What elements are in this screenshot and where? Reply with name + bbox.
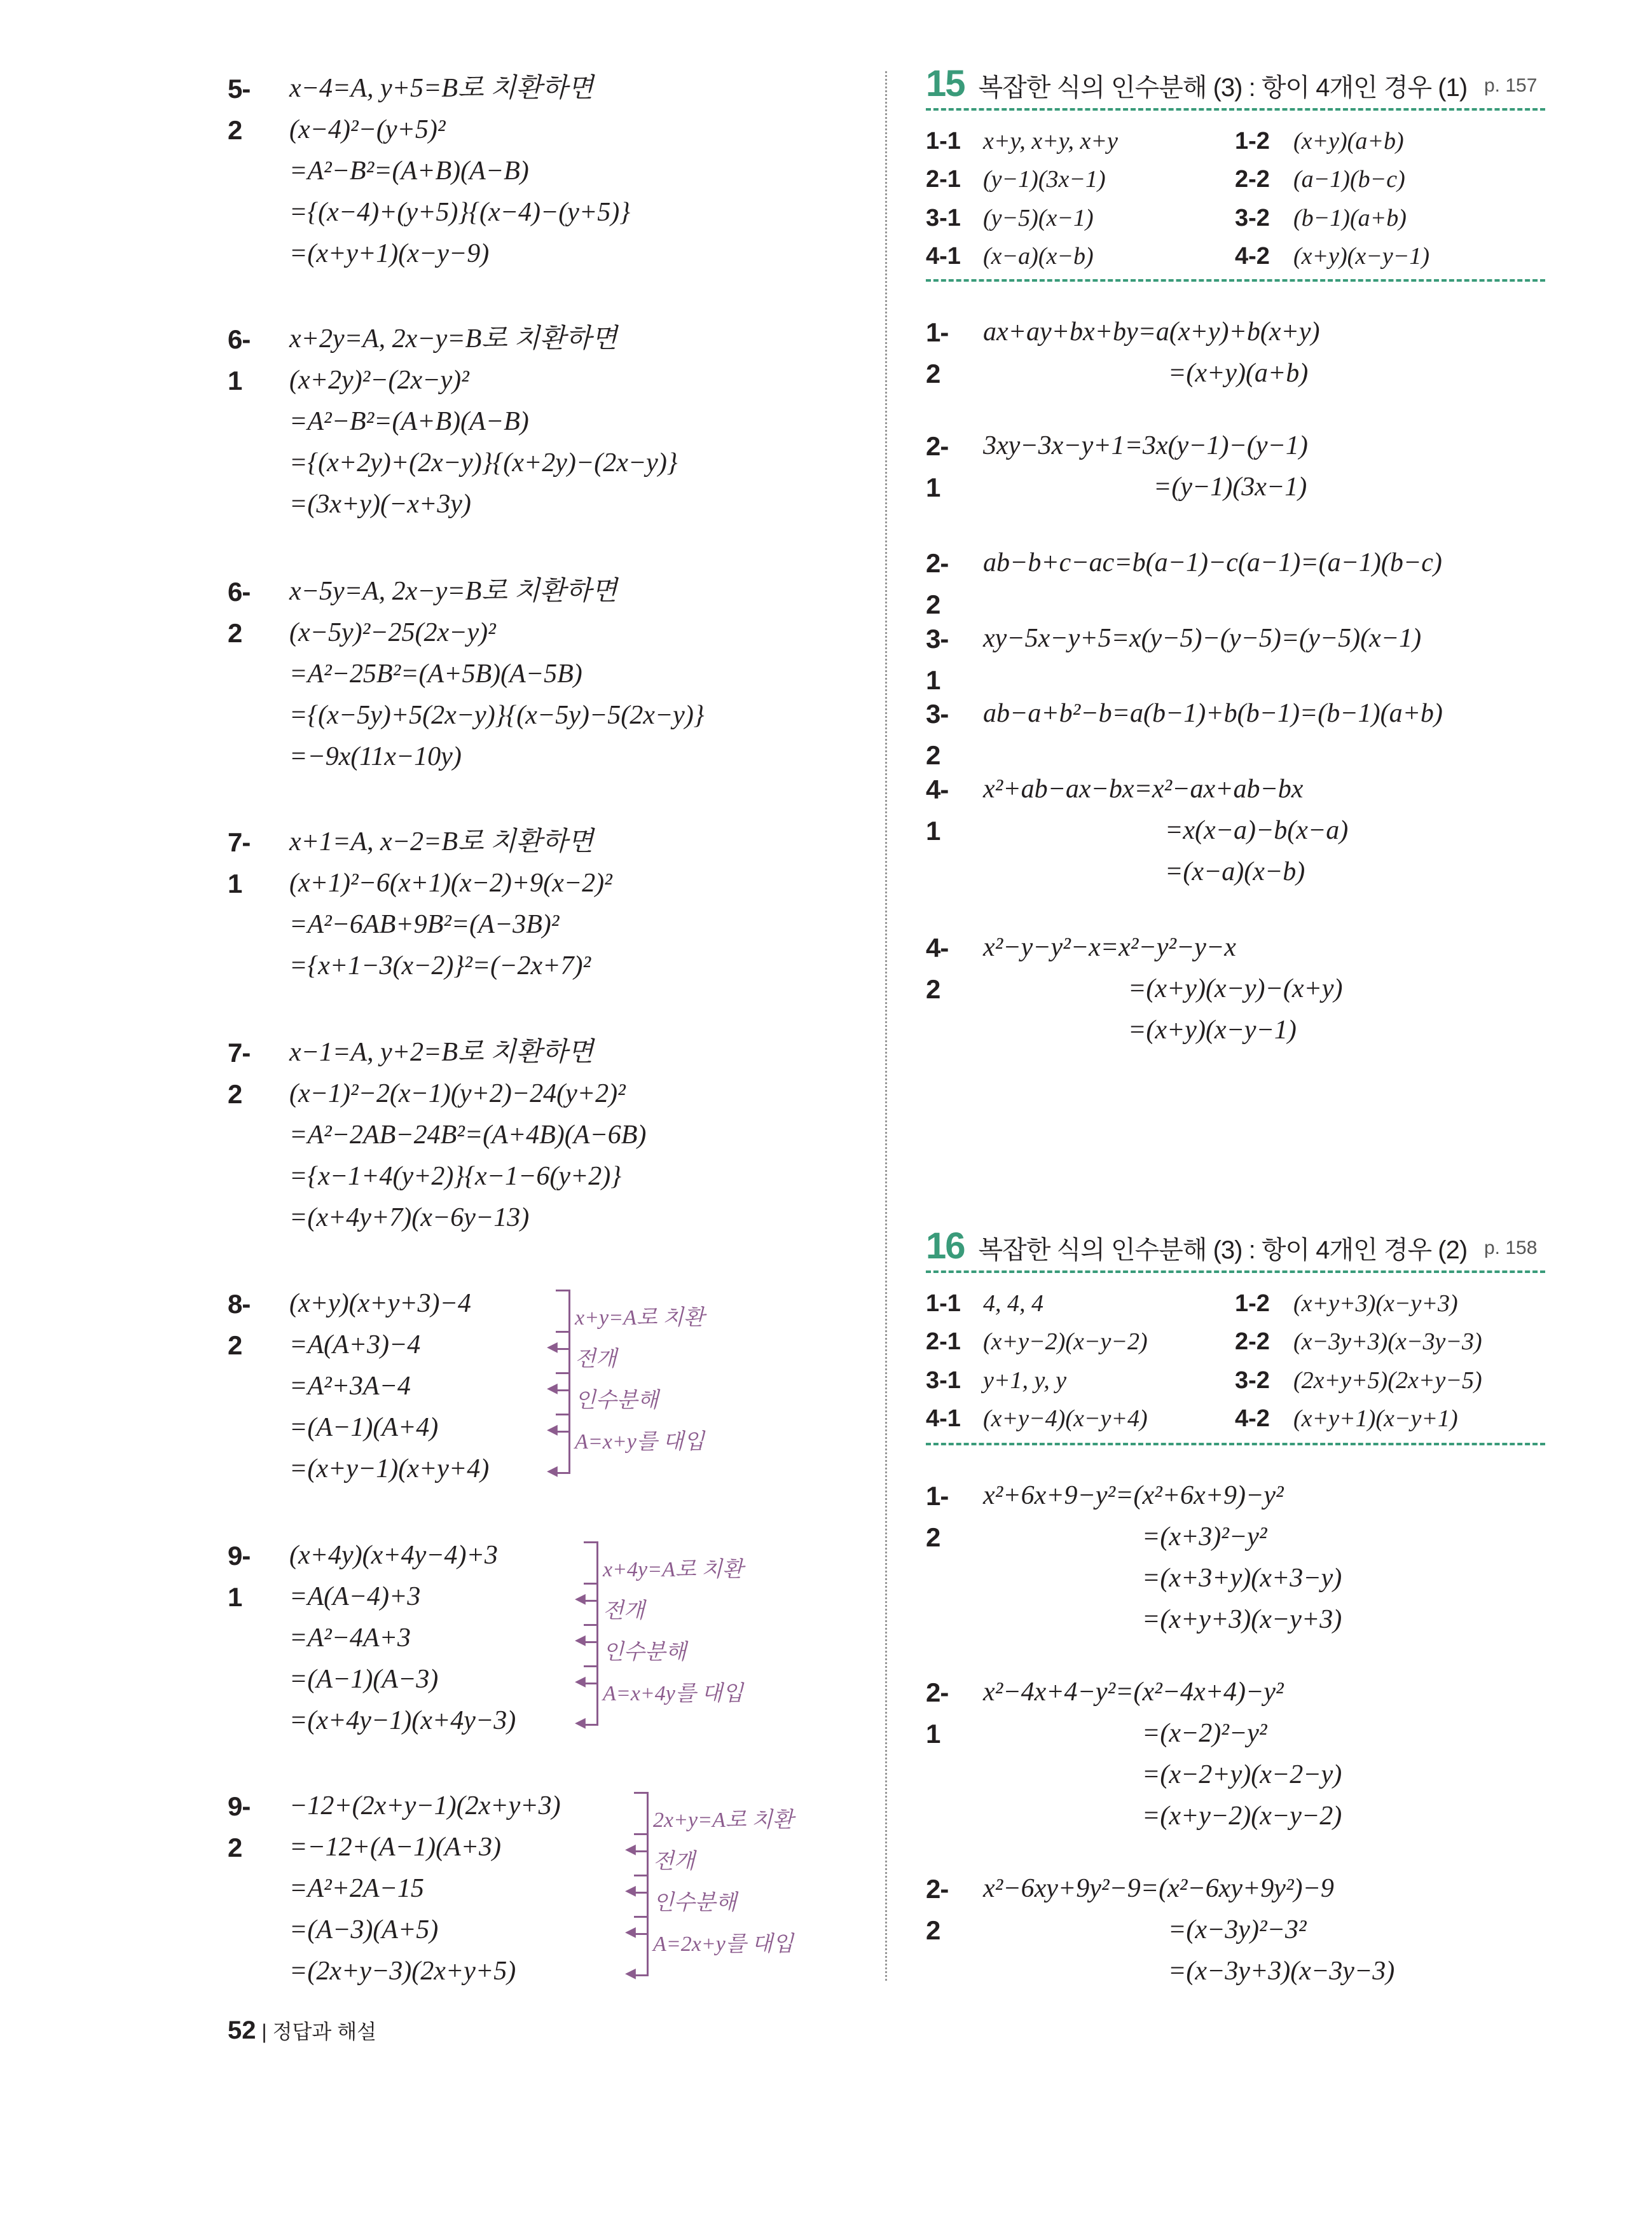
solution-line: ab−a+b²−b=a(b−1)+b(b−1)=(b−1)(a+b) [983, 699, 1443, 728]
answer-value: (x+y−2)(x−y−2) [983, 1328, 1148, 1355]
solution-line: ={(x−4)+(y+5)}{(x−4)−(y+5)} [289, 198, 631, 227]
problem-label: 2-1 [926, 431, 949, 502]
annotation-note: A=x+4y를 대입 [603, 1681, 743, 1705]
solution-line: =A²+2A−15 [289, 1874, 424, 1903]
annotation-note: 전개 [603, 1599, 645, 1623]
annotation-note: A=2x+y를 대입 [653, 1932, 794, 1956]
arrow-left-icon: ◀ [625, 1924, 636, 1939]
problem-label: 7-1 [228, 827, 251, 898]
solution-line: x²+6x+9−y²=(x²+6x+9)−y² [983, 1481, 1284, 1510]
problem-label: 1-2 [926, 1481, 949, 1552]
answer-label: 4-1 [926, 243, 961, 270]
page-footer [228, 2016, 376, 2045]
solution-line: =−12+(A−1)(A+3) [289, 1833, 501, 1862]
solution-line: =A(A+3)−4 [289, 1330, 421, 1359]
section-number: 15 [926, 63, 965, 104]
annotation-note: 인수분해 [575, 1388, 659, 1412]
section-15-header [926, 62, 1467, 105]
answer-label: 2-1 [926, 166, 961, 193]
answer-label: 3-2 [1235, 1367, 1270, 1394]
solution-line: =A²−B²=(A+B)(A−B) [289, 407, 529, 436]
solution-line: x+1=A, x−2=B로 치환하면 [289, 827, 594, 857]
answer-row [0, 1400, 1652, 1438]
answer-label: 3-1 [926, 205, 961, 231]
answer-row [0, 122, 1652, 160]
solution-line: 3xy−3x−y+1=3x(y−1)−(y−1) [983, 431, 1308, 460]
answer-label: 2-2 [1235, 166, 1270, 193]
annotation-note: 전개 [575, 1347, 617, 1371]
answer-value: (x+y)(x−y−1) [1293, 243, 1430, 270]
annotation-note: A=x+y를 대입 [575, 1429, 705, 1454]
answer-row [0, 1361, 1652, 1400]
answer-value: (y−5)(x−1) [983, 205, 1094, 231]
annotation-note: 인수분해 [603, 1640, 687, 1664]
arrow-left-icon: ◀ [547, 1380, 558, 1396]
answer-label: 4-1 [926, 1405, 961, 1432]
divider [926, 1443, 1545, 1445]
problem-label: 2-1 [926, 1677, 949, 1749]
solution-line: =A²−25B²=(A+5B)(A−5B) [289, 659, 582, 689]
solution-line: (x+4y)(x+4y−4)+3 [289, 1541, 498, 1570]
solution-body [983, 1475, 1342, 1641]
answer-value: (2x+y+5)(2x+y−5) [1293, 1367, 1482, 1394]
problem-label: 6-2 [228, 577, 251, 648]
answer-value: (x+y)(a+b) [1293, 128, 1404, 155]
answer-row [0, 1284, 1652, 1323]
solution-line: ={(x−5y)+5(2x−y)}{(x−5y)−5(2x−y)} [289, 701, 705, 730]
solution-line: (x−5y)²−25(2x−y)² [289, 618, 496, 647]
answer-value: (x+y+3)(x−y+3) [1293, 1290, 1458, 1317]
arrow-left-icon: ◀ [625, 1965, 636, 1981]
solution-line: ={x+1−3(x−2)}²=(−2x+7)² [289, 951, 591, 981]
problem-label: 1-2 [926, 317, 949, 389]
solution-line: =(2x+y−3)(2x+y+5) [289, 1957, 516, 1986]
problem-label: 2-2 [926, 548, 949, 619]
solution-line: −12+(2x+y−1)(2x+y+3) [289, 1791, 561, 1820]
solution-body [983, 769, 1348, 893]
arrow-left-icon: ◀ [547, 1421, 558, 1437]
problem-label: 4-1 [926, 774, 949, 846]
annotation-note: x+y=A로 치환 [575, 1305, 705, 1330]
divider [926, 279, 1545, 282]
problem-label: 7-2 [228, 1038, 251, 1109]
solution-line: =(x−3y+3)(x−3y−3) [1168, 1957, 1395, 1986]
section-title: 복잡한 식의 인수분해 (3) : 항이 4개인 경우 (1) [978, 74, 1468, 102]
solution-body [289, 1032, 646, 1239]
solution-line: =(x+3+y)(x+3−y) [1142, 1564, 1342, 1593]
solution-line: x²+ab−ax−bx=x²−ax+ab−bx [983, 774, 1304, 804]
solution-line: =(x+4y+7)(x−6y−13) [289, 1203, 530, 1232]
arrow-left-icon: ◀ [625, 1882, 636, 1898]
solution-line: =(x−a)(x−b) [1165, 857, 1305, 886]
answer-label: 1-1 [926, 128, 961, 155]
section-16-header [926, 1225, 1467, 1267]
answer-row [0, 1323, 1652, 1361]
answer-label: 1-2 [1235, 1290, 1270, 1317]
answer-label: 3-1 [926, 1367, 961, 1394]
answer-value: (x+y−4)(x−y+4) [983, 1405, 1148, 1432]
annotation-bracket [584, 1665, 598, 1726]
solution-line: =(x+y)(x−y−1) [1128, 1015, 1297, 1045]
solution-body [289, 319, 678, 525]
solution-body [983, 312, 1319, 394]
solution-line: (x+y)(x+y+3)−4 [289, 1289, 471, 1318]
solution-line: ={(x+2y)+(2x−y)}{(x+2y)−(2x−y)} [289, 448, 678, 478]
solution-body [983, 1672, 1342, 1837]
answer-row [0, 237, 1652, 275]
solution-body [289, 1786, 561, 1992]
solution-line: =A²−B²=(A+B)(A−B) [289, 156, 529, 186]
solution-line: ab−b+c−ac=b(a−1)−c(a−1)=(a−1)(b−c) [983, 548, 1442, 577]
solution-line: x²−4x+4−y²=(x²−4x+4)−y² [983, 1677, 1284, 1707]
problem-label: 3-2 [926, 699, 949, 770]
answer-value: 4, 4, 4 [983, 1290, 1043, 1317]
book-section: 정답과 해설 [272, 2020, 377, 2043]
solution-line: x−1=A, y+2=B로 치환하면 [289, 1038, 594, 1067]
answer-value: (x+y+1)(x−y+1) [1293, 1405, 1458, 1432]
solution-line: x²−y−y²−x=x²−y²−y−x [983, 933, 1236, 962]
solution-line: =A²+3A−4 [289, 1372, 411, 1401]
answer-value: (y−1)(3x−1) [983, 166, 1106, 193]
solution-body [983, 1868, 1394, 1992]
arrow-left-icon: ◀ [575, 1673, 586, 1689]
section-title: 복잡한 식의 인수분해 (3) : 항이 4개인 경우 (2) [978, 1236, 1468, 1264]
solution-body [983, 425, 1308, 508]
solution-line: x−5y=A, 2x−y=B로 치환하면 [289, 577, 617, 606]
problem-label: 4-2 [926, 933, 949, 1004]
answer-value: (b−1)(a+b) [1293, 205, 1407, 231]
solution-line: (x−1)²−2(x−1)(y+2)−24(y+2)² [289, 1079, 626, 1108]
footer-separator: | [261, 2020, 267, 2043]
solution-body [983, 927, 1342, 1051]
answer-label: 1-2 [1235, 128, 1270, 155]
solution-line: =(x+y−1)(x+y+4) [289, 1454, 490, 1483]
arrow-left-icon: ◀ [547, 1463, 558, 1478]
page-reference: p. 158 [1484, 1237, 1538, 1258]
problem-label: 8-2 [228, 1289, 251, 1360]
solution-line: =A²−6AB+9B²=(A−3B)² [289, 910, 560, 939]
arrow-left-icon: ◀ [547, 1339, 558, 1354]
solution-line: =(x+y)(a+b) [1168, 359, 1309, 388]
solution-line: =(3x+y)(−x+3y) [289, 490, 471, 519]
solution-line: =x(x−a)−b(x−a) [1165, 816, 1349, 845]
solution-line: =(x−3y)²−3² [1168, 1915, 1307, 1944]
answer-label: 2-1 [926, 1328, 961, 1355]
answer-label: 4-2 [1235, 243, 1270, 270]
section-number: 16 [926, 1225, 965, 1267]
solution-body [289, 571, 705, 778]
solution-line: =(x−2+y)(x−2−y) [1142, 1760, 1342, 1789]
arrow-left-icon: ◀ [575, 1590, 586, 1606]
solution-line: =−9x(11x−10y) [289, 742, 462, 771]
solution-line: =(x+y)(x−y)−(x+y) [1128, 974, 1343, 1003]
problem-label: 5-2 [228, 74, 251, 145]
solution-line: =(x−2)²−y² [1142, 1719, 1267, 1748]
answer-label: 3-2 [1235, 205, 1270, 231]
answer-label: 4-2 [1235, 1405, 1270, 1432]
solution-line: =(x+4y−1)(x+4y−3) [289, 1706, 516, 1735]
arrow-left-icon: ◀ [625, 1841, 636, 1857]
answer-label: 1-1 [926, 1290, 961, 1317]
solution-line: =(x+3)²−y² [1142, 1522, 1267, 1552]
solution-line: x−4=A, y+5=B로 치환하면 [289, 74, 594, 103]
annotation-bracket [634, 1916, 649, 1976]
solution-line: (x+2y)²−(2x−y)² [289, 366, 469, 395]
answer-value: x+y, x+y, x+y [983, 128, 1118, 155]
arrow-left-icon: ◀ [575, 1714, 586, 1730]
solution-body [289, 822, 612, 987]
solution-line: =(A−1)(A+4) [289, 1413, 439, 1442]
solution-line: (x−4)²−(y+5)² [289, 115, 446, 144]
page-number: 52 [228, 2016, 256, 2044]
arrow-left-icon: ◀ [575, 1632, 586, 1648]
column-divider [885, 71, 887, 1981]
solution-line: xy−5x−y+5=x(y−5)−(y−5)=(y−5)(x−1) [983, 624, 1422, 653]
solution-line: ={x−1+4(y+2)}{x−1−6(y+2)} [289, 1162, 622, 1191]
solution-line: =A²−2AB−24B²=(A+4B)(A−6B) [289, 1120, 647, 1150]
answer-row [0, 160, 1652, 198]
annotation-note: 전개 [653, 1849, 695, 1873]
divider [926, 108, 1545, 111]
solution-line: =A(A−4)+3 [289, 1582, 421, 1611]
problem-label: 6-1 [228, 324, 251, 396]
solution-line: =(y−1)(3x−1) [1153, 472, 1307, 502]
page-reference: p. 157 [1484, 75, 1538, 96]
problem-label: 9-2 [228, 1791, 251, 1862]
annotation-note: x+4y=A로 치환 [603, 1557, 743, 1581]
answer-value: (a−1)(b−c) [1293, 166, 1405, 193]
solution-line: =(A−3)(A+5) [289, 1915, 439, 1944]
problem-label: 2-2 [926, 1874, 949, 1945]
problem-label: 9-1 [228, 1541, 251, 1612]
solution-line: =(A−1)(A−3) [289, 1665, 439, 1694]
answer-value: (x−3y+3)(x−3y−3) [1293, 1328, 1482, 1355]
annotation-note: 2x+y=A로 치환 [653, 1808, 794, 1832]
solution-body [983, 542, 1442, 584]
problem-label: 3-1 [926, 624, 949, 695]
answer-value: y+1, y, y [983, 1367, 1067, 1394]
answer-row [0, 199, 1652, 237]
solution-body [983, 618, 1421, 659]
solution-line: =(x+y+1)(x−y−9) [289, 239, 490, 268]
solution-line: (x+1)²−6(x+1)(x−2)+9(x−2)² [289, 869, 612, 898]
answer-value: (x−a)(x−b) [983, 243, 1094, 270]
solution-line: x+2y=A, 2x−y=B로 치환하면 [289, 324, 617, 354]
solution-line: =(x+y+3)(x−y+3) [1142, 1605, 1342, 1634]
solution-line: =A²−4A+3 [289, 1623, 411, 1653]
solution-line: ax+ay+bx+by=a(x+y)+b(x+y) [983, 317, 1320, 347]
solution-body [983, 693, 1443, 734]
solution-line: =(x+y−2)(x−y−2) [1142, 1801, 1342, 1831]
answer-label: 2-2 [1235, 1328, 1270, 1355]
solution-body [289, 1535, 516, 1742]
annotation-note: 인수분해 [653, 1890, 737, 1915]
solution-line: x²−6xy+9y²−9=(x²−6xy+9y²)−9 [983, 1874, 1334, 1903]
divider [926, 1270, 1545, 1273]
